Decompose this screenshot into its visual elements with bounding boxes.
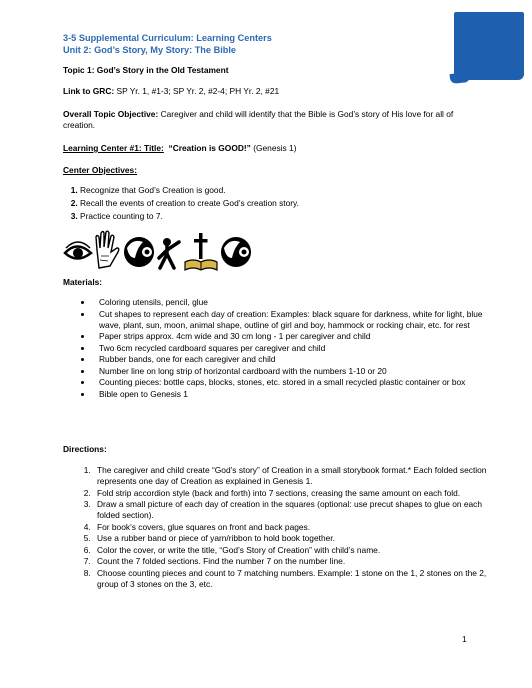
list-item: • Counting pieces: bottle caps, blocks, stones, etc. stored in a small recycled plastic container or box xyxy=(93,377,498,388)
learning-center-title xyxy=(63,143,483,154)
list-item: 7. Count the 7 folded sections. Find the number 7 on the number line. xyxy=(93,556,498,567)
objective-item: 1. Recognize that God’s Creation is good. xyxy=(80,185,299,196)
list-item: 6. Color the cover, or write the title, “God’s Story of Creation” with child’s name. xyxy=(93,545,498,556)
center-objectives-list xyxy=(62,185,299,224)
learning-center-name: “Creation is GOOD!” xyxy=(168,143,251,153)
list-item: • Number line on long strip of horizontal cardboard with the numbers 1-10 or 20 xyxy=(93,366,498,377)
materials-heading: Materials: xyxy=(63,277,103,287)
center-objectives-heading: Center Objectives: xyxy=(63,165,138,175)
list-item: • Rubber bands, one for each caregiver and child xyxy=(93,354,498,365)
list-item: • Two 6cm recycled cardboard squares per caregiver and child xyxy=(93,343,498,354)
learning-style-icons xyxy=(63,228,253,272)
body-icon xyxy=(159,238,179,268)
topic-objective xyxy=(63,109,473,131)
topic-objective-label: Overall Topic Objective: xyxy=(63,109,159,119)
list-item: • Cut shapes to represent each day of creation: Examples: black square for darkness, white for light, blue wave, plant, sun, moon, animal shape, outline of girl and boy, hammock or rocking chair, etc. for rest xyxy=(93,309,498,331)
directions-list xyxy=(63,465,498,590)
topic-objective-text: Caregiver and child will identify that the Bible is God’s story of His love for all of creation. xyxy=(63,109,454,130)
list-item: 2. Fold strip accordion style (back and forth) into 7 sections, creasing the same amount on each fold. xyxy=(93,488,498,499)
list-item: • Coloring utensils, pencil, glue xyxy=(93,297,498,308)
materials-list xyxy=(63,297,498,400)
grc-link xyxy=(63,86,483,97)
objective-item: 2. Recall the events of creation to create God’s creation story. xyxy=(80,198,299,209)
heads-icon-2 xyxy=(221,237,251,267)
list-item: 8. Choose counting pieces and count to 7 matching numbers. Example: 1 stone on the 1, 2 stones on the 2, group of 3 stones on the 3, etc. xyxy=(93,568,498,590)
grc-link-label: Link to GRC: xyxy=(63,86,115,96)
heads-icon xyxy=(124,237,154,267)
curriculum-title: 3-5 Supplemental Curriculum: Learning Centers xyxy=(63,33,272,43)
learning-center-ref: (Genesis 1) xyxy=(250,143,297,153)
unit-title: Unit 2: God’s Story, My Story: The Bible xyxy=(63,45,237,55)
learning-center-label: Learning Center #1: Title: xyxy=(63,143,164,153)
list-item: • Bible open to Genesis 1 xyxy=(93,389,498,400)
list-item: 4. For book’s covers, glue squares on front and back pages. xyxy=(93,522,498,533)
page-number: 1 xyxy=(462,634,467,644)
objective-item: 3. Practice counting to 7. xyxy=(80,211,299,222)
list-item: 5. Use a rubber band or piece of yarn/ribbon to hold book together. xyxy=(93,533,498,544)
list-item: 1. The caregiver and child create “God’s story” of Creation in a small storybook format.* Each folded section represents one day of Creation as explained in Genesis 1. xyxy=(93,465,498,487)
list-item: 3. Draw a small picture of each day of creation in the squares (optional: use precut shapes to glue on each folded section). xyxy=(93,499,498,521)
eye-icon xyxy=(65,242,91,259)
bible-cross-icon xyxy=(185,233,217,270)
grc-link-text: SP Yr. 1, #1-3; SP Yr. 2, #2-4; PH Yr. 2, #21 xyxy=(114,86,280,96)
hand-icon xyxy=(96,231,119,268)
topic-title: Topic 1: God’s Story in the Old Testament xyxy=(63,65,229,75)
list-item: • Paper strips approx. 4cm wide and 30 cm long - 1 per caregiver and child xyxy=(93,331,498,342)
directions-heading: Directions: xyxy=(63,444,107,454)
